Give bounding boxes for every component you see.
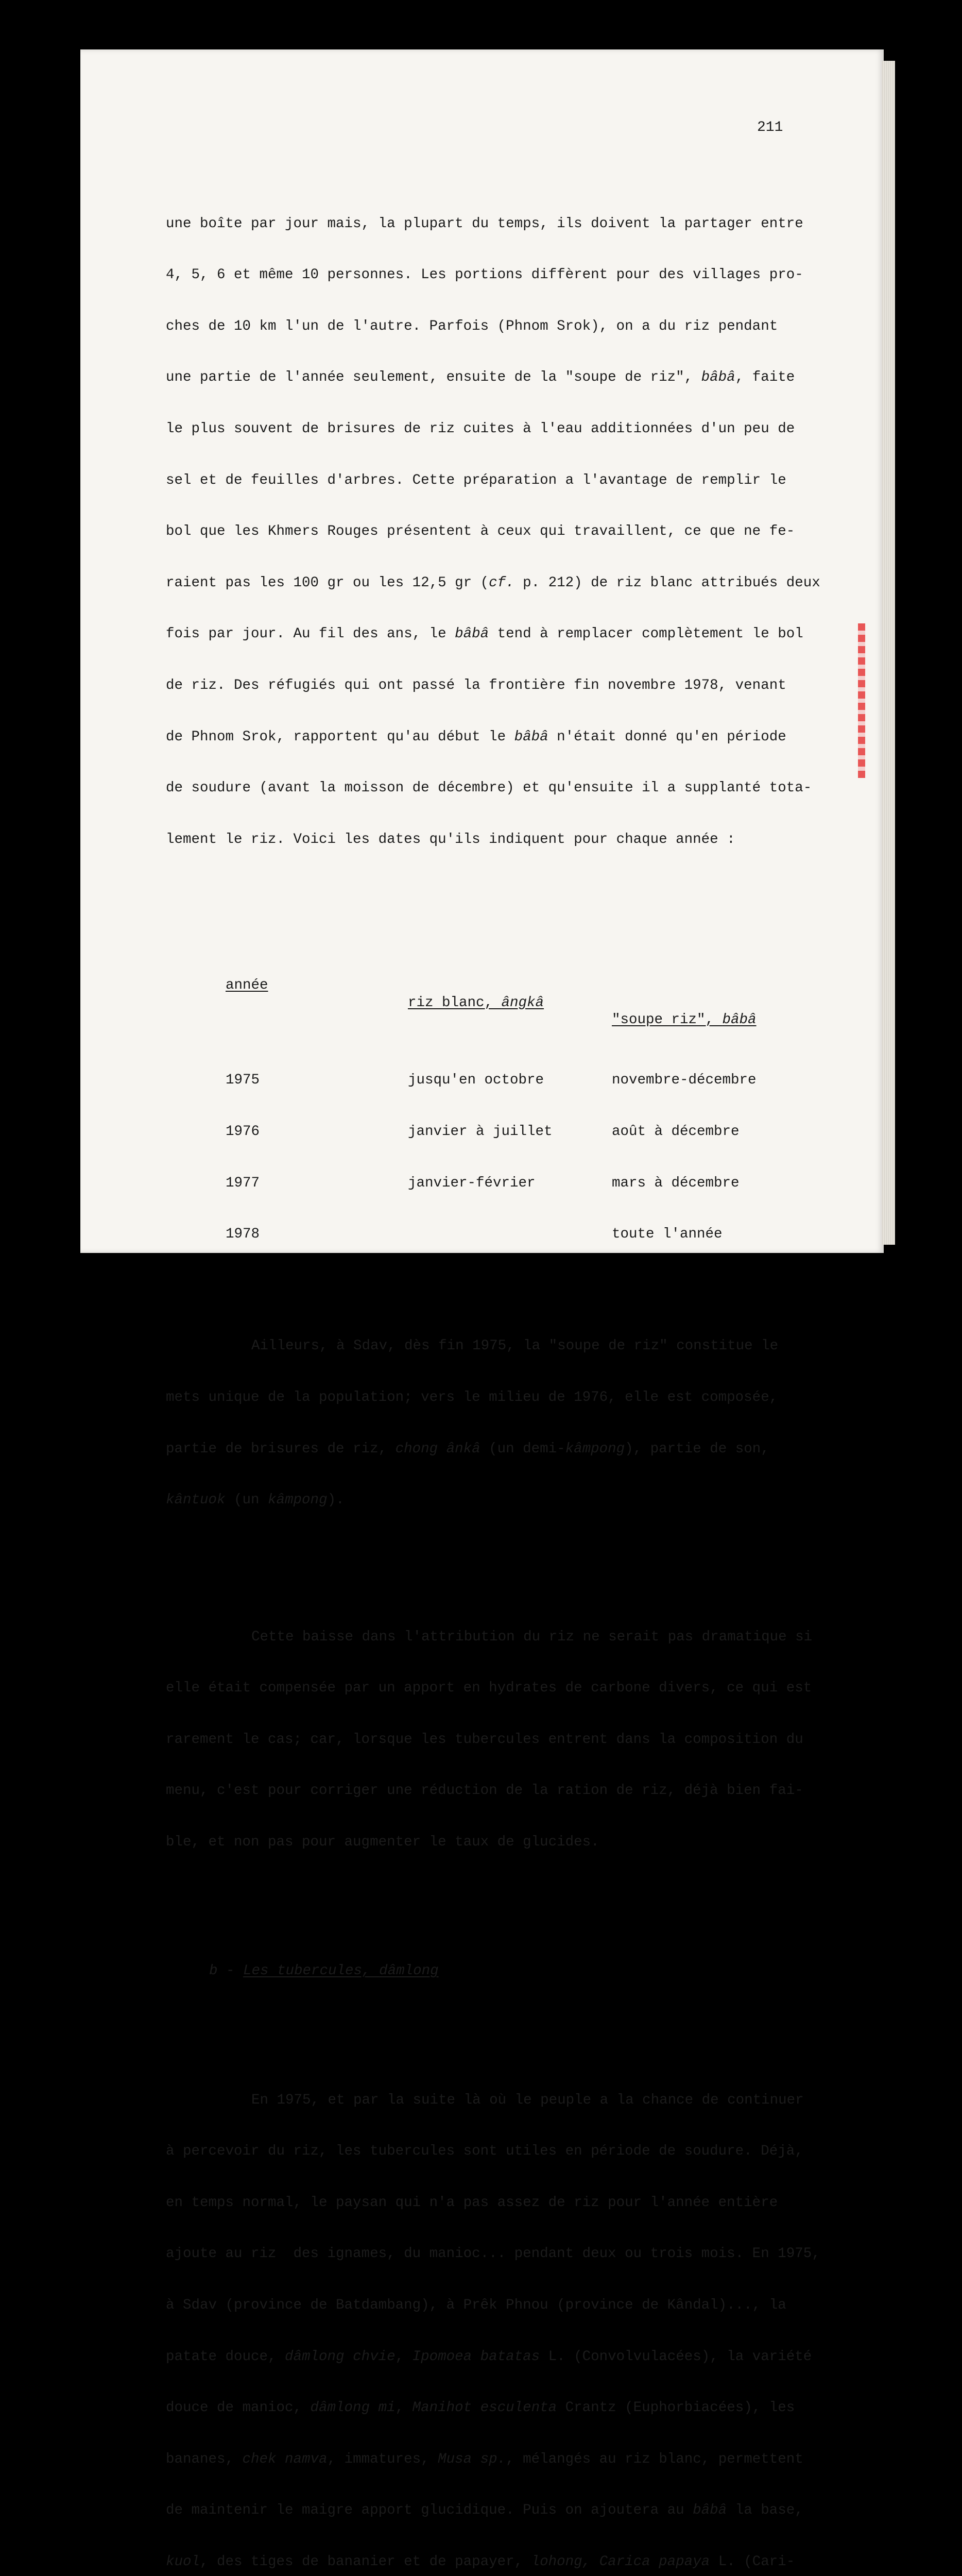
text-line: kuol, des tiges de bananier et de papayer, lohong, Carica papaya L. (Cari-: [166, 2554, 795, 2570]
text-line: Ailleurs, à Sdav, dès fin 1975, la "soupe de riz" constitue le: [251, 1338, 779, 1354]
text-line: elle était compensée par un apport en hydrates de carbone divers, ce qui est: [166, 1680, 812, 1697]
text-line: de riz. Des réfugiés qui ont passé la frontière fin novembre 1978, venant: [166, 677, 786, 693]
table-row: 1978 toute l'année: [226, 1226, 723, 1243]
text-line: une partie de l'année seulement, ensuite de la "soupe de riz", bâbâ, faite: [166, 369, 795, 386]
body-text: [166, 164, 820, 2576]
table-row: 1975 jusqu'en octobre novembre-décembre: [226, 1072, 757, 1089]
text-line: douce de manioc, dâmlong mi, Manihot esculenta Crantz (Euphorbiacées), les: [166, 2400, 795, 2416]
text-line: lement le riz. Voici les dates qu'ils indiquent pour chaque année :: [166, 831, 735, 848]
text-line: de Phnom Srok, rapportent qu'au début le bâbâ n'était donné qu'en période: [166, 728, 786, 745]
text-line: patate douce, dâmlong chvie, Ipomoea batatas L. (Convolvulacées), la variété: [166, 2348, 812, 2365]
text-line: En 1975, et par la suite là où le peuple a la chance de continuer: [251, 2092, 804, 2108]
text-line: rarement le cas; car, lorsque les tubercules entrent dans la composition du: [166, 1731, 803, 1748]
table-row: 1977 janvier-février mars à décembre: [226, 1175, 740, 1191]
text-line: à Sdav (province de Batdambang), à Prêk Phnou (province de Kândal)..., la: [166, 2297, 786, 2314]
text-line: menu, c'est pour corriger une réduction de la ration de riz, déjà bien fai-: [166, 1783, 803, 1799]
text-line: ajoute au riz des ignames, du manioc... pendant deux ou trois mois. En 1975,: [166, 2246, 820, 2262]
text-line: Cette baisse dans l'attribution du riz ne serait pas dramatique si: [251, 1629, 813, 1645]
table-header: année riz blanc, ângkâ "soupe riz", bâbâ: [226, 977, 757, 1028]
text-line: une boîte par jour mais, la plupart du temps, ils doivent la partager entre: [166, 215, 803, 232]
text-line: ble, et non pas pour augmenter le taux de glucides.: [166, 1834, 599, 1850]
text-line: de maintenir le maigre apport glucidique. Puis on ajoutera au bâbâ la base,: [166, 2502, 803, 2519]
text-line: à percevoir du riz, les tubercules sont utiles en période de soudure. Déjà,: [166, 2143, 803, 2160]
text-line: partie de brisures de riz, chong ânkâ (un demi-kâmpong), partie de son,: [166, 1440, 769, 1457]
text-line: raient pas les 100 gr ou les 12,5 gr (cf. p. 212) de riz blanc attribués deux: [166, 574, 820, 591]
text-line: de soudure (avant la moisson de décembre) et qu'ensuite il a supplanté tota-: [166, 780, 812, 796]
text-line: fois par jour. Au fil des ans, le bâbâ tend à remplacer complètement le bol: [166, 626, 803, 642]
text-line: sel et de feuilles d'arbres. Cette préparation a l'avantage de remplir le: [166, 472, 786, 488]
text-line: ches de 10 km l'un de l'autre. Parfois (Phnom Srok), on a du riz pendant: [166, 318, 778, 334]
text-line: en temps normal, le paysan qui n'a pas assez de riz pour l'année entière: [166, 2194, 778, 2211]
page-number: 211: [757, 120, 783, 135]
text-line: kântuok (un kâmpong).: [166, 1492, 345, 1509]
red-bookmark-tab: [858, 623, 865, 778]
text-line: 4, 5, 6 et même 10 personnes. Les portions diffèrent pour des villages pro-: [166, 267, 803, 283]
text-line: le plus souvent de brisures de riz cuites à l'eau additionnées d'un peu de: [166, 420, 795, 437]
text-line: mets unique de la population; vers le milieu de 1976, elle est composée,: [166, 1389, 778, 1405]
page-edges: [882, 61, 895, 1245]
text-line: bananes, chek namva, immatures, Musa sp., mélangés au riz blanc, permettent: [166, 2451, 803, 2467]
text-line: bol que les Khmers Rouges présentent à ceux qui travaillent, ce que ne fe-: [166, 523, 795, 540]
table-row: 1976 janvier à juillet août à décembre: [226, 1123, 740, 1140]
section-heading: b - Les tubercules, dâmlong: [209, 1963, 439, 1979]
